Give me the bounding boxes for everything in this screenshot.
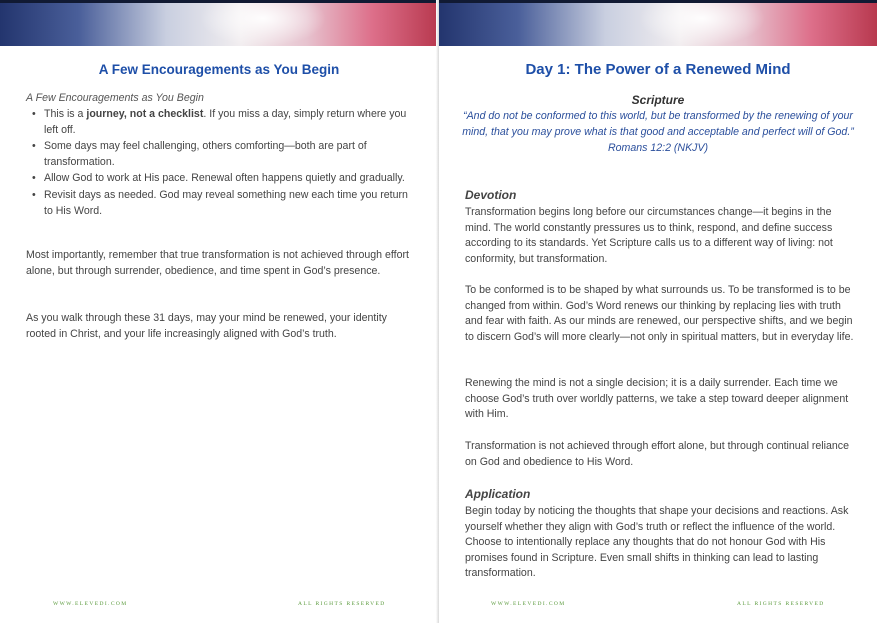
- footer-website: WWW.ELEVEDI.COM: [491, 601, 566, 607]
- header-banner-image: [439, 0, 877, 46]
- list-item: • This is a journey, not a checklist. If you miss a day, simply return where you left off.: [26, 107, 411, 138]
- devotion-paragraph: Transformation is not achieved through effort alone, but through continual reliance on God and obedience to His Word.: [465, 440, 849, 468]
- right-page: [439, 0, 877, 623]
- devotion-heading: Devotion: [465, 188, 517, 202]
- footer-website: WWW.ELEVEDI.COM: [53, 601, 128, 607]
- scripture-reference: Romans 12:2 (NKJV): [607, 141, 709, 154]
- page-title: Day 1: The Power of a Renewed Mind: [525, 61, 791, 78]
- list-item: • Revisit days as needed. God may reveal something new each time you return to His Word.: [26, 188, 411, 219]
- devotion-paragraph: To be conformed is to be shaped by what surrounds us. To be transformed is to be changed from within. God’s Word renews our thinking by replacing lies with truth and fear with faith. As our minds are renewed, our perspective shifts, and we begin to discern God’s will more clearly—not only in spiritual matters, but in everyday life.: [465, 284, 854, 343]
- footer-rights: ALL RIGHTS RESERVED: [737, 601, 825, 607]
- application-heading: Application: [465, 487, 531, 501]
- paragraph: As you walk through these 31 days, may your mind be renewed, your identity rooted in Christ, and your life increasingly aligned with God’s truth.: [26, 312, 387, 340]
- footer-rights: ALL RIGHTS RESERVED: [298, 601, 386, 607]
- devotion-paragraph: Renewing the mind is not a single decision; it is a daily surrender. Each time we choose God’s truth over worldly patterns, we take a step toward deeper alignment with Him.: [465, 377, 849, 421]
- left-page: [0, 0, 438, 623]
- paragraph: Most importantly, remember that true transformation is not achieved through effort alone, but through surrender, obedience, and time spent in God’s presence.: [26, 249, 409, 277]
- scripture-quote: “And do not be conformed to this world, but be transformed by the renewing of your mind, that you may prove what is that good and acceptable and perfect will of God.” Romans 12:2 (NKJV): [462, 110, 854, 154]
- page-title: A Few Encouragements as You Begin: [98, 62, 340, 77]
- section-subheading: A Few Encouragements as You Begin: [26, 92, 204, 104]
- application-paragraph: Begin today by noticing the thoughts that shape your decisions and reactions. Ask yourself whether they align with God’s truth or reflect the influence of the world. Choose to intentionally replace any thoughts that do not honour God with His promises found in Scripture. Even small shifts in thinking can lead to lasting transformation.: [465, 505, 849, 580]
- header-banner-image: [0, 0, 438, 46]
- scripture-heading: Scripture: [631, 93, 685, 107]
- devotion-paragraph: Transformation begins long before our circumstances change—it begins in the mind. The world constantly pressures us to think, respond, and define success according to its standards. Yet Scripture calls us to a different way of living: not conformity, but transformation.: [465, 206, 833, 265]
- list-item: • Allow God to work at His pace. Renewal often happens quietly and gradually.: [26, 171, 411, 187]
- list-item: • Some days may feel challenging, others comforting—both are part of transformation.: [26, 139, 411, 170]
- encouragement-list: [26, 107, 411, 220]
